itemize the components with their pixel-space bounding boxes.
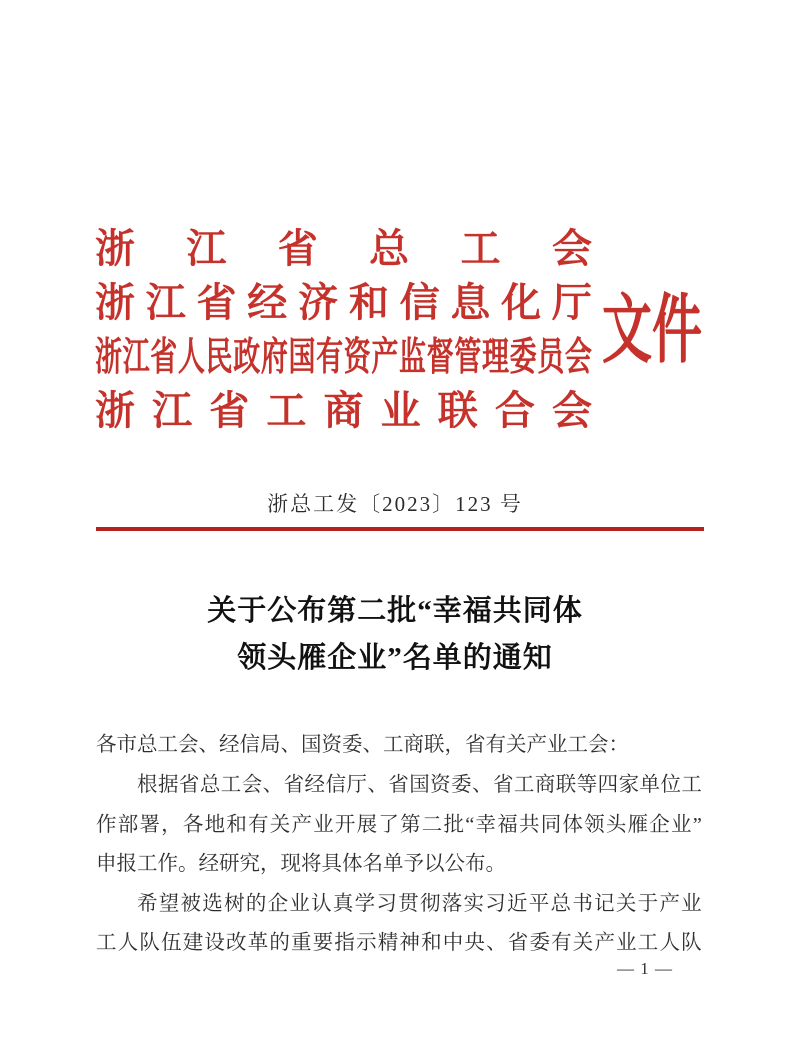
org-line-industry-commerce-federation: 浙 江 省 工 商 业 联 合 会 [95, 388, 592, 433]
body-line-salutation: 各市总工会、经信局、国资委、工商联，省有关产业工会： [96, 734, 629, 756]
issuing-organizations [95, 222, 592, 438]
body-line: 希 望 被 选 树 的 企 业 认 真 学 习 贯 彻 落 实 习 近 平 总 书 记 关 于 产 业 [137, 892, 702, 915]
document-reference-number: 浙总工发〔2023〕123 号 [267, 492, 523, 516]
body-line: 根 据 省 总 工 会 、 省 经 信 厅 、 省 国 资 委 、 省 工 商 联 等 四 家 单 位 工 [137, 774, 702, 796]
document-title-line-1: 关于公布第二批“幸福共同体 [207, 595, 583, 627]
red-letterhead [95, 222, 705, 438]
body-line: 作 部 署 ， 各 地 和 有 关 产 业 开 展 了 第 二 批 “ 幸 福 共 同 体 领 头 雁 企 业 ” [96, 813, 702, 836]
org-line-economy-information-dept: 浙 江 省 经 济 和 信 息 化 厅 [95, 280, 592, 325]
document-type-word-text: 文件 [602, 288, 702, 372]
red-divider-rule [96, 527, 704, 531]
document-body [96, 726, 702, 963]
page-number: — 1 — [617, 959, 673, 978]
document-title [0, 588, 790, 682]
body-line: 工 人 队 伍 建 设 改 革 的 重 要 指 示 精 神 和 中 央 、 省 委 有 关 产 业 工 人 队 [96, 932, 702, 954]
document-type-word [602, 288, 702, 372]
document-title-line-2: 领头雁企业”名单的通知 [237, 642, 553, 674]
org-line-sasac: 浙 江 省 人 民 政 府 国 有 资 产 监 督 管 理 委 员 会 [95, 334, 592, 379]
body-line: 申报工作。经研究，现将具体名单予以公布。 [96, 852, 506, 875]
org-line-federation-of-trade-unions: 浙 江 省 总 工 会 [95, 226, 592, 271]
